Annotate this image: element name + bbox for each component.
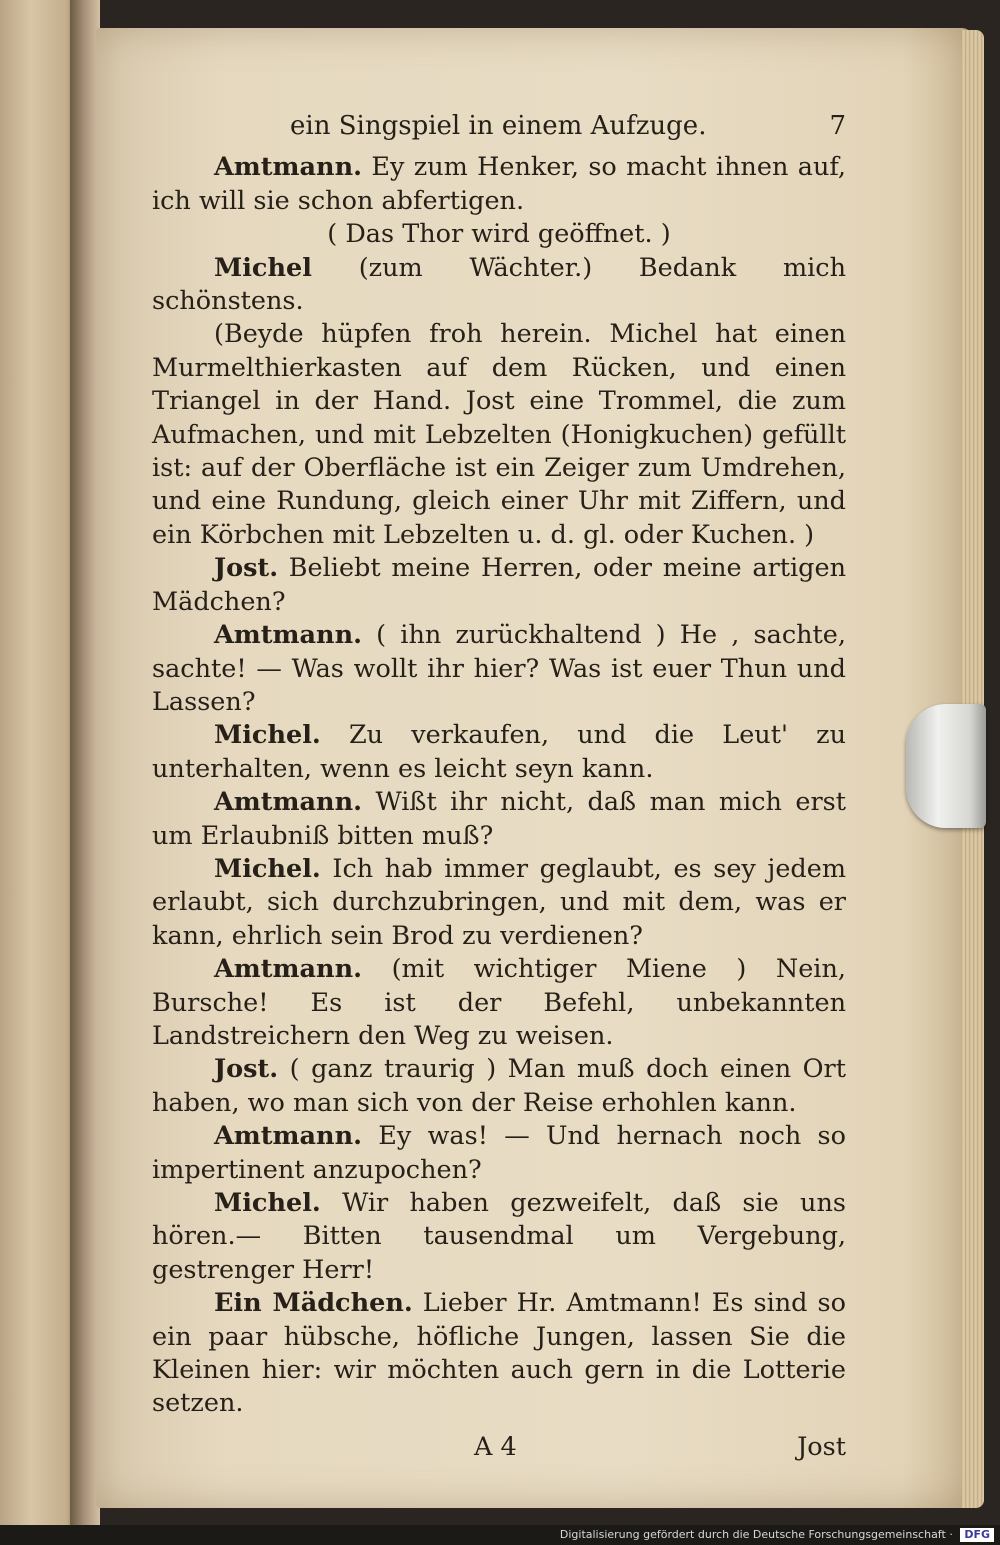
speech-michel-1 <box>152 252 846 319</box>
speech-text: Beliebt meine Herren, oder meine artigen Mädchen? <box>152 553 846 617</box>
speech-text: Lieber Hr. Amtmann! Es sind so ein paar hübsche, höfliche Jungen, lassen Sie die Kleinen hier: wir möchten auch gern in die Lotterie setzen. <box>152 1288 846 1419</box>
digitization-banner <box>0 1525 1000 1545</box>
speech-text: Ich hab immer geglaubt, es sey jedem erlaubt, sich durchzubringen, und mit dem, was er kann, ehrlich sein Brod zu verdienen? <box>152 853 846 951</box>
speech-text: (mit wichtiger Miene ) Nein, Bursche! Es ist der Befehl, unbekannten Landstreichern den Weg zu weisen. <box>152 954 846 1051</box>
speech-michel-3 <box>152 853 846 953</box>
speech-amtmann-2 <box>152 619 846 719</box>
speech-text: Ey zum Henker, so macht ihnen auf, ich will sie schon abfertigen. <box>152 152 846 216</box>
speaker-name: Amtmann. <box>214 787 363 818</box>
stage-direction-2: (Beyde hüpfen froh herein. Michel hat einen Murmelthierkasten auf dem Rücken, und einen Triangel in der Hand. Jost eine Trommel, die zum Aufmachen, und mit Lebzelten (Honigkuchen) gefüllt ist: auf der Oberfläche ist ein Zeiger zum Umdrehen, und eine Rundung, gleich einer Uhr mit Ziffern, und ein Körbchen mit Lebzelten u. d. gl. oder Kuchen. ) <box>152 319 846 550</box>
banner-text: Digitalisierung gefördert durch die Deutsche Forschungsgemeinschaft <box>559 1528 946 1541</box>
speaker-name: Amtmann. <box>214 954 363 985</box>
speech-amtmann-1 <box>152 151 846 218</box>
page-number: 7 <box>829 111 846 141</box>
speaker-name: Ein Mädchen. <box>214 1288 413 1319</box>
speaker-name: Amtmann. <box>214 1121 363 1152</box>
speaker-name: Michel. <box>214 1188 321 1218</box>
speaker-name: Michel. <box>214 720 321 751</box>
running-title: ein Singspiel in einem Aufzuge. <box>290 111 707 141</box>
speech-text: Ey was! — Und hernach noch so impertinent anzupochen? <box>152 1121 846 1185</box>
signature-line <box>152 1431 846 1464</box>
speaker-name: Amtmann. <box>214 620 363 651</box>
speech-michel-4 <box>152 1187 846 1287</box>
speech-amtmann-5 <box>152 1120 846 1187</box>
speaker-name: Jost. <box>214 553 279 584</box>
running-head <box>152 110 846 143</box>
speech-jost-1 <box>152 552 846 619</box>
speaker-name: Michel <box>214 252 312 283</box>
speech-michel-2 <box>152 719 846 786</box>
page-text <box>152 110 846 1464</box>
stage-direction-1: ( Das Thor wird geöffnet. ) <box>327 219 671 250</box>
page-clip <box>906 704 986 828</box>
banner-separator: · <box>949 1528 953 1541</box>
speech-amtmann-3 <box>152 786 846 853</box>
catchword: Jost <box>797 1431 846 1462</box>
speech-text: Wißt ihr nicht, daß man mich erst um Erlaubniß bitten muß? <box>152 787 846 851</box>
speech-text: ( ganz traurig ) Man muß doch einen Ort haben, wo man sich von der Reise erhohlen kann. <box>152 1054 846 1118</box>
speech-text: (zum Wächter.) Bedank mich schönstens. <box>152 252 846 317</box>
dfg-logo: DFG <box>960 1528 994 1542</box>
speech-maedchen-1 <box>152 1287 846 1421</box>
signature-mark: A 4 <box>474 1431 517 1462</box>
speech-text: Wir haben gezweifelt, daß sie uns hören.— Bitten tausendmal um Vergebung, gestrenger Herr! <box>152 1188 846 1285</box>
speaker-name: Michel. <box>214 853 321 884</box>
speaker-name: Jost. <box>214 1054 279 1085</box>
speech-text: Zu verkaufen, und die Leut' zu unterhalten, wenn es leicht seyn kann. <box>152 720 846 784</box>
speech-amtmann-4 <box>152 953 846 1053</box>
speech-text: ( ihn zurückhaltend ) He , sachte, sachte! — Was wollt ihr hier? Was ist euer Thun und Lassen? <box>152 620 846 717</box>
speaker-name: Amtmann. <box>214 152 363 183</box>
speech-jost-2 <box>152 1053 846 1120</box>
left-page-edge <box>0 0 78 1525</box>
